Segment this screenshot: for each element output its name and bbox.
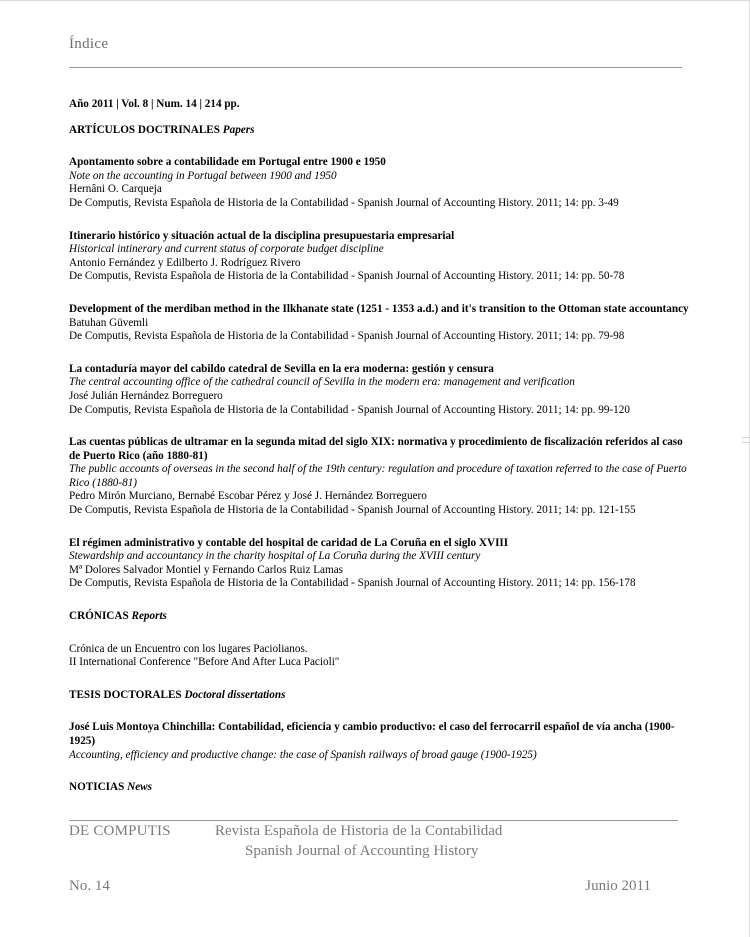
section-label-en: Reports: [131, 610, 167, 623]
edge-mark: [742, 437, 750, 438]
article-title: Itinerario histórico y situación actual de la disciplina presupuestaria empresarial: [69, 229, 455, 242]
section-heading-articulos: [69, 124, 689, 138]
section-label: NOTICIAS: [69, 781, 125, 794]
article-title: Development of the merdiban method in the Ilkhanate state (1251 - 1353 a.d.) and it's transition to the Ottoman state accountancy: [69, 302, 689, 315]
article-entry: [69, 303, 689, 344]
footer-issue-date: Junio 2011: [585, 878, 651, 894]
footer-divider: [69, 820, 678, 821]
section-label: ARTÍCULOS DOCTRINALES: [69, 123, 220, 136]
article-title-en: Historical intinerary and current status of corporate budget discipline: [69, 243, 384, 256]
article-citation: De Computis, Revista Española de Historia de la Contabilidad - Spanish Journal of Accounting History. 2011; 14: pp. 3-49: [69, 196, 619, 209]
article-title: La contaduría mayor del cabildo catedral de Sevilla en la era moderna: gestión y censura: [69, 362, 494, 375]
footer-journal-subtitle-en: Spanish Journal of Accounting History: [245, 843, 479, 859]
section-label: CRÓNICAS: [69, 610, 129, 623]
section-label-en: Papers: [222, 123, 255, 136]
article-authors: Mª Dolores Salvador Montiel y Fernando Carlos Ruiz Lamas: [69, 563, 344, 576]
section-label: TESIS DOCTORALES: [69, 688, 182, 701]
cronicas-list: [69, 643, 689, 670]
page-header-title: Índice: [69, 36, 109, 52]
footer-journal-subtitle: Revista Española de Historia de la Contabilidad: [215, 823, 503, 839]
article-citation: De Computis, Revista Española de Historia de la Contabilidad - Spanish Journal of Accounting History. 2011; 14: pp. 121-155: [69, 504, 636, 517]
article-authors: Pedro Mirón Murciano, Bernabé Escobar Pérez y José J. Hernández Borreguero: [69, 490, 427, 503]
article-entry: [69, 156, 689, 210]
article-citation: De Computis, Revista Española de Historia de la Contabilidad - Spanish Journal of Accounting History. 2011; 14: pp. 156-178: [69, 577, 636, 590]
section-heading-noticias: [69, 781, 689, 795]
article-title: El régimen administrativo y contable del hospital de caridad de La Coruña en el siglo XVIII: [69, 536, 509, 549]
article-citation: De Computis, Revista Española de Historia de la Contabilidad - Spanish Journal of Accounting History. 2011; 14: pp. 99-120: [69, 403, 630, 416]
article-title-en: Note on the accounting in Portugal between 1900 and 1950: [69, 169, 337, 182]
thesis-title-en: Accounting, efficiency and productive change: the case of Spanish railways of broad gauge (1900-1925): [69, 748, 537, 761]
article-title: Las cuentas públicas de ultramar en la segunda mitad del siglo XIX: normativa y procedimiento de fiscalización referidos al caso de Puerto Rico (año 1880-81): [69, 436, 683, 462]
article-title-en: The public accounts of overseas in the second half of the 19th century: regulation and procedure of taxation referred to the case of Puerto Rico (1880-81): [69, 463, 687, 489]
article-entry: [69, 436, 689, 518]
article-entry: [69, 363, 689, 417]
section-heading-cronicas: [69, 610, 689, 624]
cronica-item: II International Conference "Before And After Luca Pacioli": [69, 656, 340, 669]
edge-mark: [742, 442, 750, 443]
article-authors: Hernâni O. Carqueja: [69, 183, 162, 196]
section-label-en: Doctoral dissertations: [184, 688, 286, 701]
table-of-contents: [69, 98, 689, 795]
article-title-en: Stewardship and accountancy in the charity hospital of La Coruña during the XVIII century: [69, 550, 481, 563]
header-divider: [69, 67, 682, 68]
article-authors: Antonio Fernández y Edilberto J. Rodríguez Rivero: [69, 256, 301, 269]
article-citation: De Computis, Revista Española de Historia de la Contabilidad - Spanish Journal of Accounting History. 2011; 14: pp. 50-78: [69, 270, 625, 283]
issue-info: Año 2011 | Vol. 8 | Num. 14 | 214 pp.: [69, 98, 240, 110]
thesis-title: José Luis Montoya Chinchilla: Contabilidad, eficiencia y cambio productivo: el caso del ferrocarril español de vía ancha (1900-1925): [69, 721, 675, 747]
article-title: Apontamento sobre a contabilidade em Portugal entre 1900 e 1950: [69, 156, 386, 169]
article-authors: Batuhan Güvemli: [69, 316, 149, 329]
cronica-item: Crónica de un Encuentro con los lugares Paciolianos.: [69, 642, 308, 655]
section-label-en: News: [127, 781, 153, 794]
article-entry: [69, 537, 689, 591]
article-citation: De Computis, Revista Española de Historia de la Contabilidad - Spanish Journal of Accounting History. 2011; 14: pp. 79-98: [69, 330, 625, 343]
footer-issue-number: No. 14: [69, 878, 110, 894]
section-heading-tesis: [69, 689, 689, 703]
page-border-top: [0, 0, 750, 1]
article-title-en: The central accounting office of the cathedral council of Sevilla in the modern era: management and verification: [69, 376, 575, 389]
footer-journal-name: DE COMPUTIS: [69, 823, 171, 839]
article-authors: José Julián Hernández Borreguero: [69, 389, 223, 402]
thesis-entry: [69, 721, 689, 762]
article-entry: [69, 230, 689, 284]
